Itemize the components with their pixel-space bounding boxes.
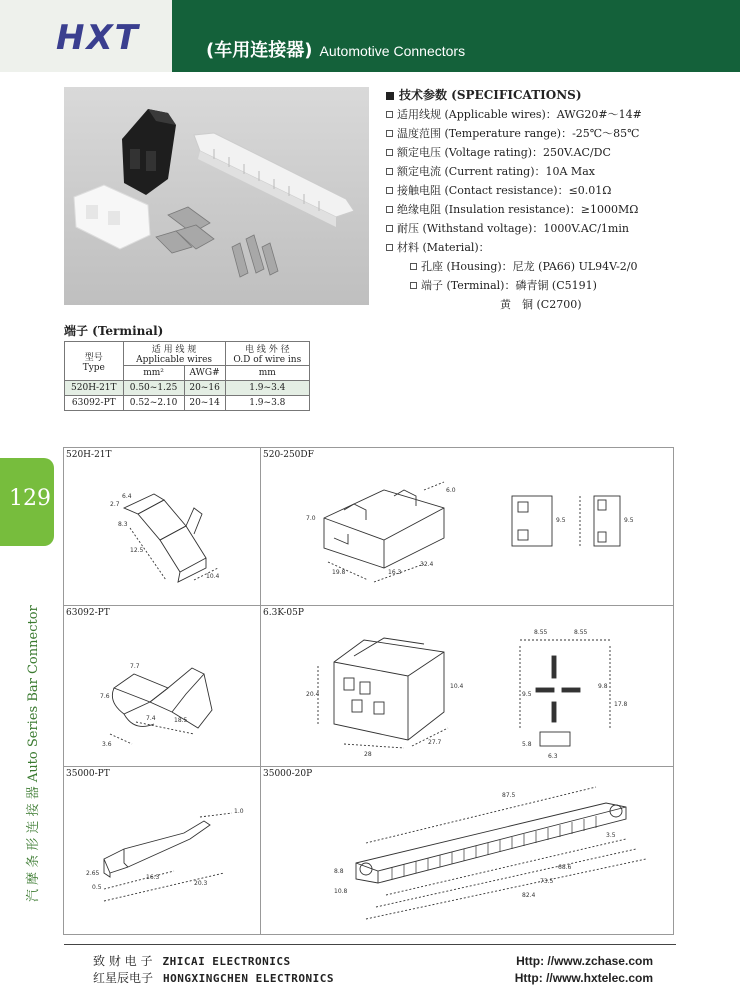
drawing-label: 520-250DF — [263, 450, 314, 460]
title-english: Automotive Connectors — [319, 43, 466, 59]
dimension-label: 16.3 — [388, 569, 402, 576]
spec-item — [386, 219, 726, 238]
cell-type: 63092-PT — [65, 396, 124, 411]
dimension-label: 7.7 — [130, 663, 140, 670]
dimension-label: 1.0 — [234, 808, 244, 815]
specifications-block — [386, 86, 726, 314]
company-name-cn: 红星辰电子 — [93, 971, 154, 985]
dimension-label: 28 — [364, 751, 372, 758]
checkbox-icon — [386, 149, 393, 156]
dimension-label: 19.8 — [332, 569, 346, 576]
spec-item — [386, 143, 726, 162]
spec-item — [386, 162, 726, 181]
dimension-label: 0.5 — [92, 884, 102, 891]
dimension-label: 16.3 — [146, 874, 160, 881]
spec-item — [386, 124, 726, 143]
website-link[interactable]: Http: //www.hxtelec.com — [514, 971, 653, 985]
dimension-label: 8.55 — [574, 629, 588, 636]
table-row — [65, 396, 310, 411]
product-photo — [64, 87, 369, 305]
dimension-label: 3.5 — [606, 832, 616, 839]
drawing-35000-pt — [84, 793, 254, 923]
drawing-label: 35000-20P — [263, 769, 313, 779]
spec-subitem — [386, 295, 726, 314]
dimension-label: 10.8 — [334, 888, 348, 895]
terminal-table-title: 端子 (Terminal) — [64, 324, 164, 338]
header-wires-cn: 适 用 线 规 — [151, 345, 197, 355]
page-number: 129 — [9, 486, 51, 511]
unit-mm2: mm² — [123, 366, 184, 381]
dimension-label: 9.8 — [598, 683, 608, 690]
dimension-label: 20.3 — [194, 880, 208, 887]
dimension-label: 8.3 — [118, 521, 128, 528]
checkbox-icon — [386, 187, 393, 194]
dimension-label: 17.8 — [614, 701, 628, 708]
spec-text: 绝缘电阻 (Insulation resistance)：≥1000MΩ — [397, 203, 639, 216]
drawing-63092-pt — [94, 638, 254, 758]
spec-text: 孔座 (Housing)：尼龙 (PA66) UL94V-2/0 — [421, 260, 638, 273]
grid-divider — [64, 766, 673, 767]
checkbox-icon — [386, 225, 393, 232]
footer — [93, 953, 653, 987]
specifications-heading-text: 技术参数 (SPECIFICATIONS) — [399, 88, 582, 102]
cell-awg: 20~16 — [184, 381, 225, 396]
spec-text: 黄 铜 (C2700) — [500, 298, 582, 311]
spec-item — [386, 181, 726, 200]
grid-divider — [260, 448, 261, 934]
table-row — [65, 381, 310, 396]
header-wires-en: Applicable wires — [136, 355, 213, 365]
spec-text: 端子 (Terminal)：磷青铜 (C5191) — [421, 279, 597, 292]
dimension-label: 7.4 — [146, 715, 156, 722]
company-name-en: ZHICAI ELECTRONICS — [162, 955, 291, 968]
side-category-text: 汽 摩 条 形 连 接 器 Auto Series Bar Connector — [26, 605, 41, 902]
checkbox-icon — [386, 130, 393, 137]
dimension-label: 9.5 — [556, 517, 566, 524]
dimension-label: 20.4 — [306, 691, 320, 698]
dimension-label: 10.4 — [206, 573, 220, 580]
spec-text: 额定电压 (Voltage rating)：250V.AC/DC — [397, 146, 611, 159]
dimension-label: 6.4 — [122, 493, 132, 500]
grid-divider — [64, 605, 673, 606]
spec-text: 材料 (Material)： — [397, 241, 490, 254]
checkbox-icon — [386, 111, 393, 118]
cell-mm2: 0.50~1.25 — [123, 381, 184, 396]
dimension-label: 68.6 — [558, 864, 572, 871]
drawing-label: 63092-PT — [66, 608, 110, 618]
spec-text: 额定电流 (Current rating)：10A Max — [397, 165, 595, 178]
brand-logo: HXT — [56, 18, 140, 58]
dimension-label: 2.7 — [110, 501, 120, 508]
page-title — [206, 36, 465, 62]
cell-awg: 20~14 — [184, 396, 225, 411]
spec-text: 适用线规 (Applicable wires)：AWG20#～14# — [397, 108, 642, 121]
drawing-520-250df — [304, 478, 674, 598]
cell-type: 520H-21T — [65, 381, 124, 396]
title-chinese: (车用连接器) — [206, 40, 313, 61]
drawing-label: 520H-21T — [66, 450, 112, 460]
spec-text: 温度范围 (Temperature range)：-25℃～85℃ — [397, 127, 640, 140]
drawing-label: 35000-PT — [66, 769, 110, 779]
specifications-heading — [386, 86, 726, 105]
footer-company — [93, 970, 334, 987]
header-type-cn: 型号 — [84, 352, 103, 363]
dimension-label: 27.7 — [428, 739, 442, 746]
unit-mm: mm — [225, 366, 309, 381]
header-type — [65, 342, 124, 381]
dimension-label: 18.5 — [174, 717, 188, 724]
spec-text: 接触电阻 (Contact resistance)：≤0.01Ω — [397, 184, 612, 197]
spec-item — [386, 105, 726, 124]
dimension-label: 2.65 — [86, 870, 100, 877]
dimension-label: 6.3 — [548, 753, 558, 760]
footer-divider — [64, 944, 676, 945]
dimension-label: 32.4 — [420, 561, 434, 568]
footer-row — [93, 953, 653, 970]
dimension-label: 5.8 — [522, 741, 532, 748]
dimension-label: 9.5 — [624, 517, 634, 524]
header-type-en: Type — [82, 362, 105, 373]
drawings-grid — [63, 447, 674, 935]
spec-subitem — [386, 257, 726, 276]
spec-text: 耐压 (Withstand voltage)：1000V.AC/1min — [397, 222, 629, 235]
unit-awg: AWG# — [184, 366, 225, 381]
header-od-cn: 电 线 外 径 — [245, 345, 290, 355]
dimension-label: 87.5 — [502, 792, 516, 799]
dimension-label: 6.0 — [446, 487, 456, 494]
dimension-label: 10.4 — [450, 683, 464, 690]
drawing-520h-21t — [94, 478, 244, 598]
website-link[interactable]: Http: //www.zchase.com — [516, 954, 653, 968]
dimension-label: 7.0 — [306, 515, 316, 522]
spec-item — [386, 238, 726, 257]
company-name-en: HONGXINGCHEN ELECTRONICS — [163, 972, 334, 985]
drawing-label: 6.3K-05P — [263, 608, 304, 618]
dimension-label: 7.6 — [100, 693, 110, 700]
terminal-table — [64, 341, 310, 411]
header-od — [225, 342, 309, 366]
cell-od: 1.9~3.8 — [225, 396, 309, 411]
drawing-35000-20p — [326, 783, 671, 931]
spec-subitem — [386, 276, 726, 295]
checkbox-icon — [386, 168, 393, 175]
dimension-label: 73.5 — [540, 878, 554, 885]
dimension-label: 3.6 — [102, 741, 112, 748]
checkbox-icon — [386, 206, 393, 213]
cell-od: 1.9~3.4 — [225, 381, 309, 396]
table-header-row — [65, 342, 310, 366]
dimension-label: 8.55 — [534, 629, 548, 636]
checkbox-icon — [410, 282, 417, 289]
spec-item — [386, 200, 726, 219]
dimension-label: 12.5 — [130, 547, 144, 554]
bullet-square-icon — [386, 92, 394, 100]
product-photo-illustration — [64, 87, 369, 305]
drawing-6-3k-05p — [304, 616, 674, 761]
header-wires — [123, 342, 225, 366]
side-category-label — [14, 605, 54, 902]
footer-company — [93, 953, 291, 970]
dimension-label: 9.5 — [522, 691, 532, 698]
dimension-label: 82.4 — [522, 892, 536, 899]
footer-row — [93, 970, 653, 987]
checkbox-icon — [410, 263, 417, 270]
dimension-label: 8.8 — [334, 868, 344, 875]
cell-mm2: 0.52~2.10 — [123, 396, 184, 411]
company-name-cn: 致 财 电 子 — [93, 954, 153, 968]
header-od-en: O.D of wire ins — [233, 355, 302, 365]
checkbox-icon — [386, 244, 393, 251]
